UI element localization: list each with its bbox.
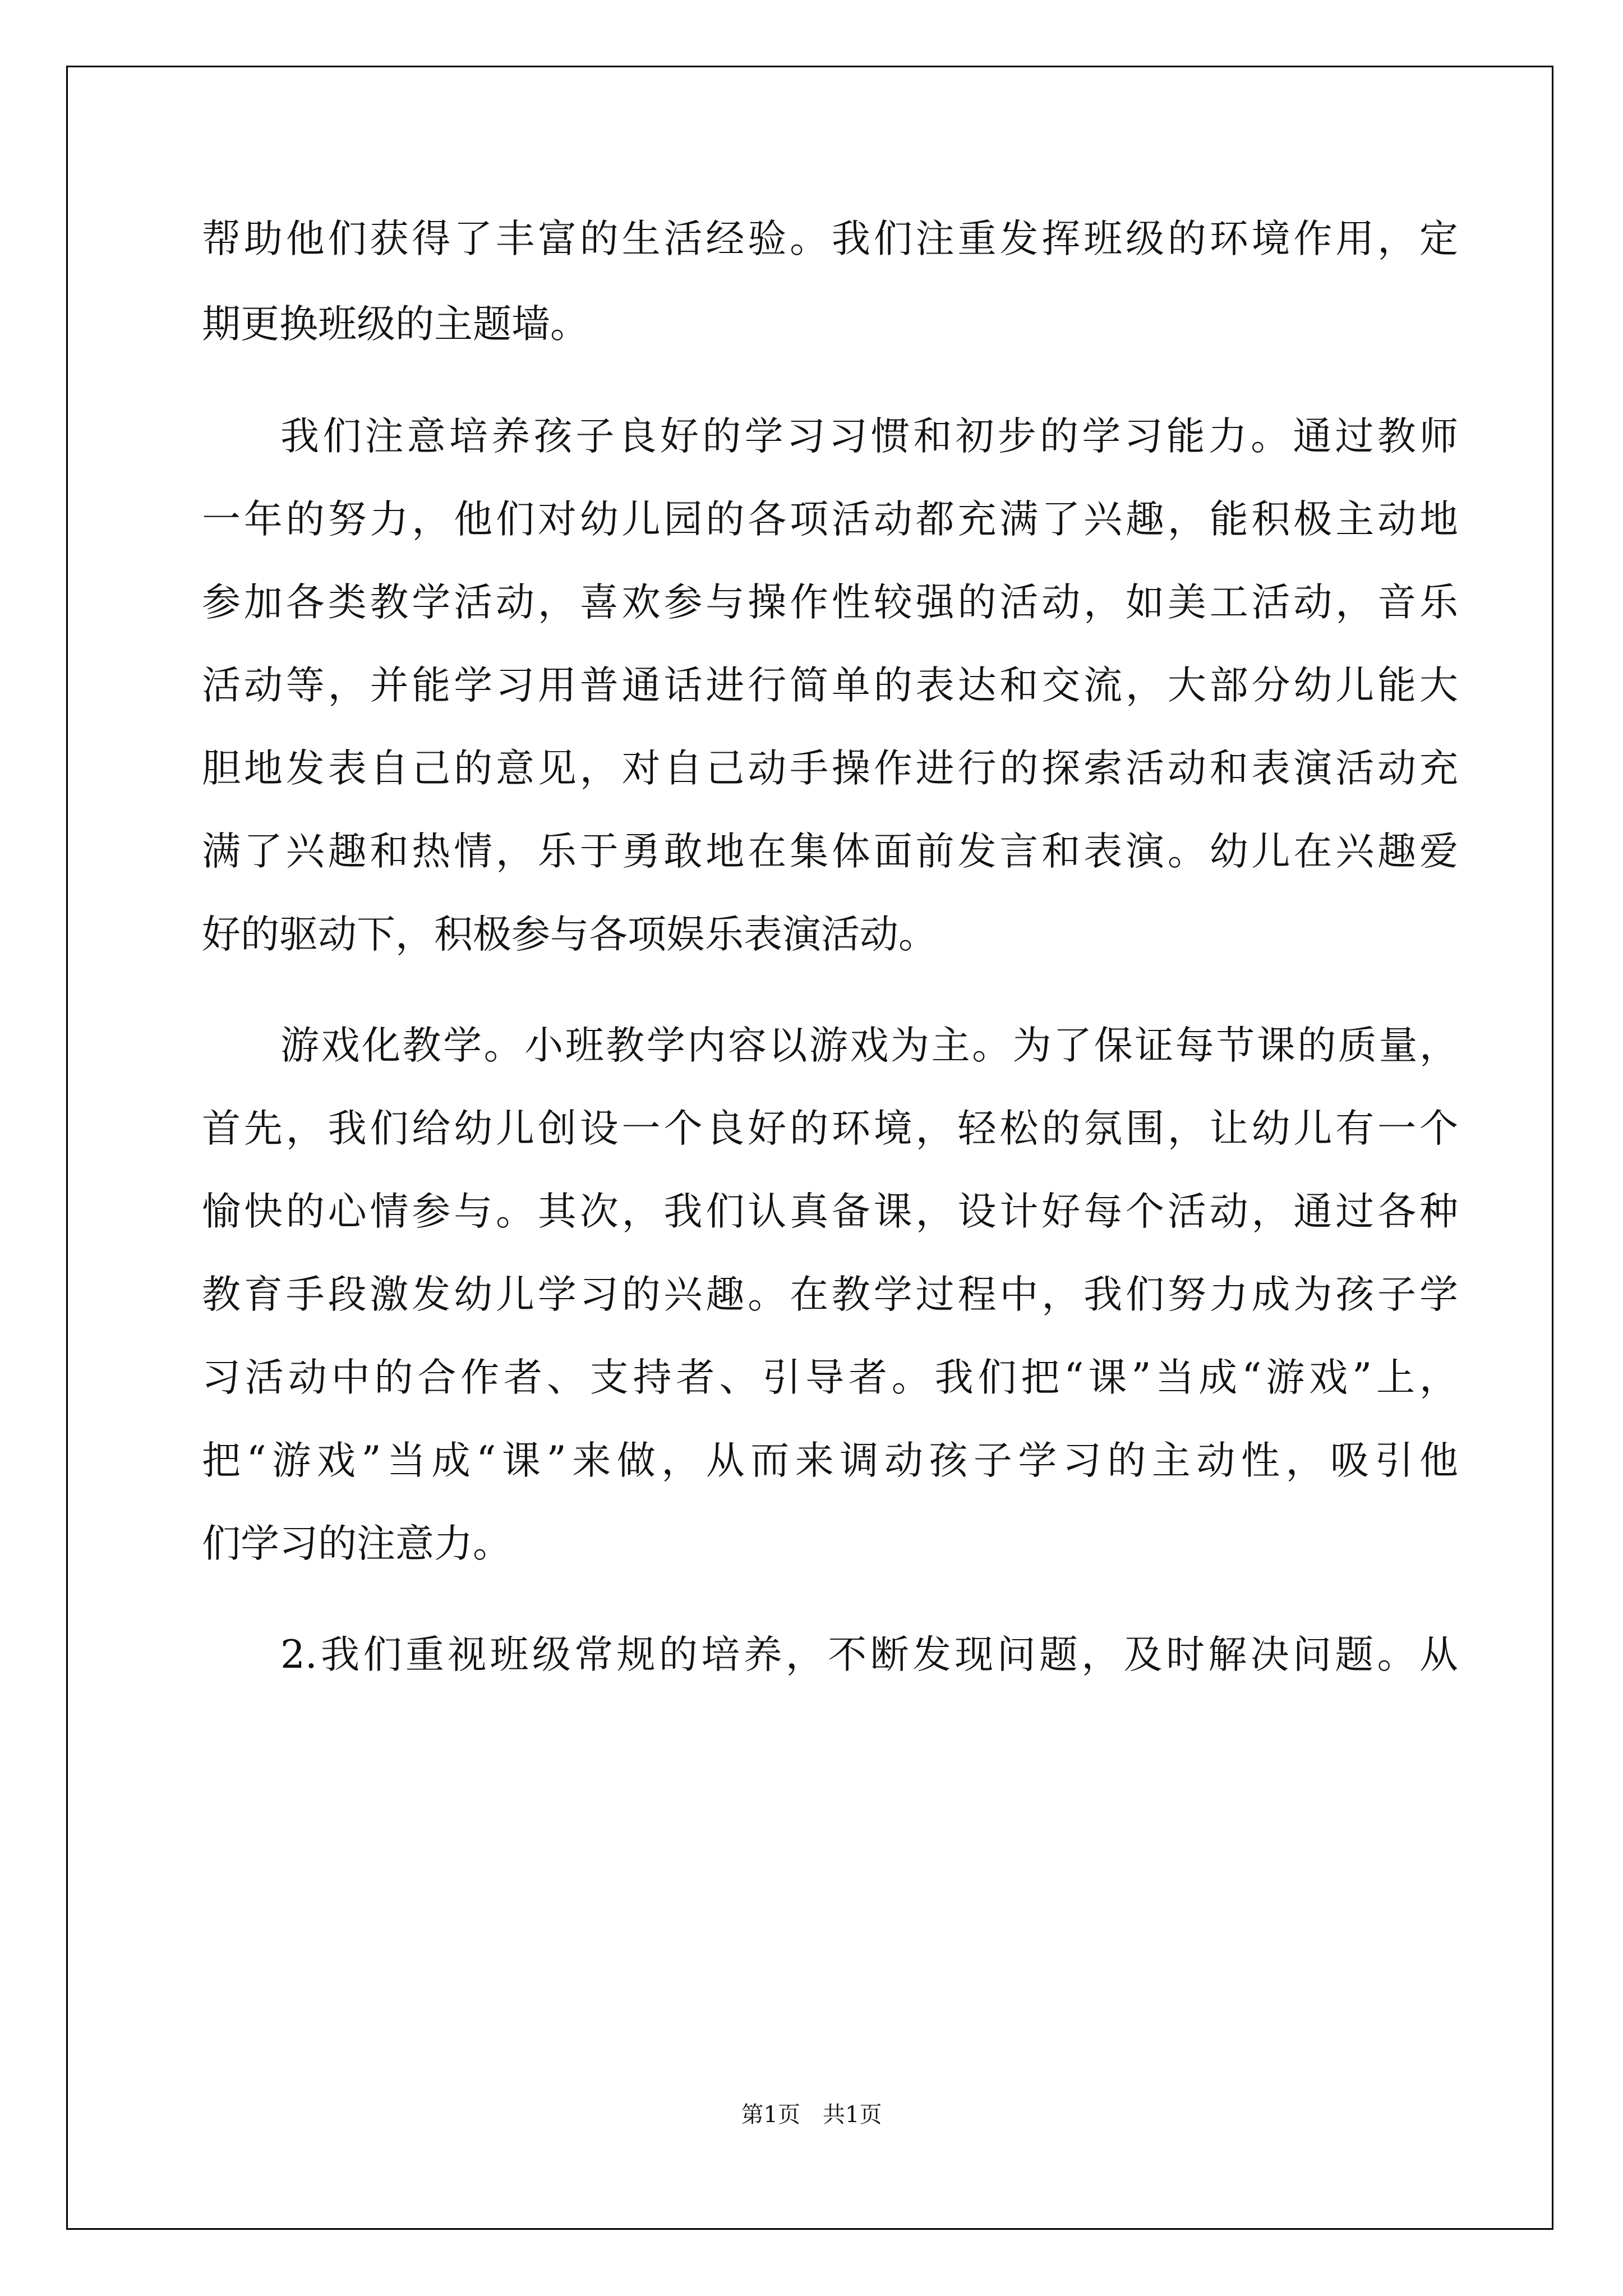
paragraph-first-line: 游戏化教学。小班教学内容以游戏为主。为了保证每节课的质量， — [280, 1023, 1458, 1068]
text-line: 活动等，并能学习用普通话进行简单的表达和交流，大部分幼儿能大 — [202, 663, 1458, 708]
text-line: 把“游戏”当成“课”来做，从而来调动孩子学习的主动性，吸引他 — [202, 1438, 1458, 1483]
page-number-footer: 第1页 共1页 — [741, 2102, 882, 2128]
text-line: 一年的努力，他们对幼儿园的各项活动都充满了兴趣，能积极主动地 — [202, 497, 1458, 542]
text-line: 参加各类教学活动，喜欢参与操作性较强的活动，如美工活动，音乐 — [202, 580, 1458, 625]
paragraph-first-line: 2.我们重视班级常规的培养，不断发现问题，及时解决问题。从 — [280, 1632, 1458, 1677]
text-line: 首先，我们给幼儿创设一个良好的环境，轻松的氛围，让幼儿有一个 — [202, 1106, 1458, 1151]
text-line: 期更换班级的主题墙。 — [202, 302, 589, 347]
text-line: 习活动中的合作者、支持者、引导者。我们把“课”当成“游戏”上， — [202, 1355, 1458, 1400]
text-line: 帮助他们获得了丰富的生活经验。我们注重发挥班级的环境作用，定 — [202, 217, 1458, 261]
text-line: 教育手段激发幼儿学习的兴趣。在教学过程中，我们努力成为孩子学 — [202, 1272, 1458, 1317]
text-line: 好的驱动下，积极参与各项娱乐表演活动。 — [202, 912, 937, 957]
text-line: 愉快的心情参与。其次，我们认真备课，设计好每个活动，通过各种 — [202, 1189, 1458, 1234]
text-line: 胆地发表自己的意见，对自己动手操作进行的探索活动和表演活动充 — [202, 746, 1458, 791]
text-line: 满了兴趣和热情，乐于勇敢地在集体面前发言和表演。幼儿在兴趣爱 — [202, 829, 1458, 874]
text-line: 们学习的注意力。 — [202, 1521, 511, 1566]
paragraph-first-line: 我们注意培养孩子良好的学习习惯和初步的学习能力。通过教师 — [280, 414, 1458, 459]
